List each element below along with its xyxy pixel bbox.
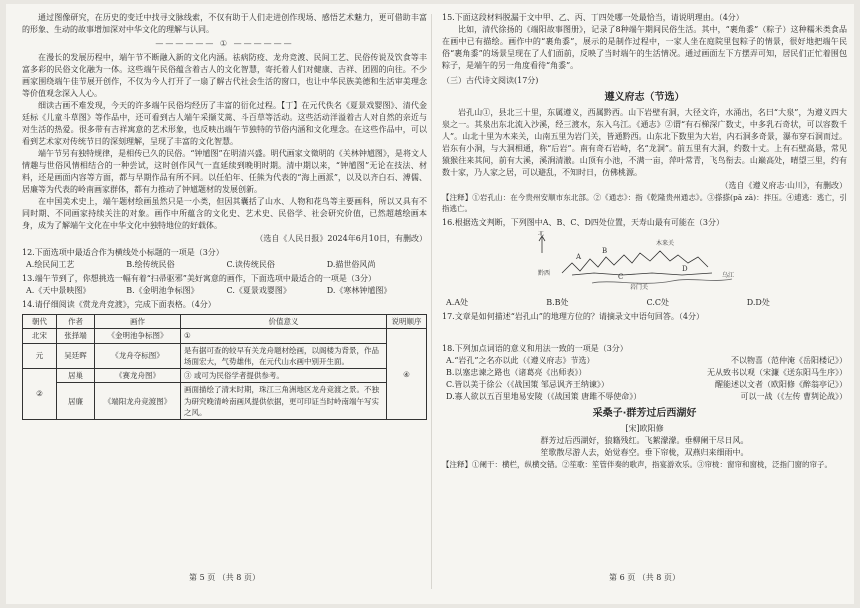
q18-option-b[interactable] (442, 367, 847, 379)
cell-author: 张择端 (57, 329, 95, 343)
map-label-pass1: 木来关 (656, 239, 675, 247)
map-label-north: 北 (538, 230, 545, 237)
question-16-stem: 16.根据选文判断，下列图中A、B、C、D四处位置，天寿山最有可能在（3分） (442, 217, 725, 227)
question-18-stem: 18.下列加点词语的意义和用法一致的一项是（3分） (442, 343, 628, 353)
question-14-stem: 14.请仔细阅读《赏龙舟竞渡》，完成下面表格。（4分） (22, 300, 216, 309)
cell-work: 《端阳龙舟竞渡图》 (95, 383, 181, 420)
q12-option-a[interactable]: A.绘民间工艺 (26, 260, 75, 269)
cell-author: 居廉 (57, 383, 95, 420)
passage-text-1: 岩孔山①，县北三十里，东属遵义，西属黔西。山下岩壁有洞，大径文许，水涌出，名曰“大泉”，为遵义四大泉之一。其泉出东北流入沙溪，经三渡水，东入乌江。《通志》②谓“有石梯深广数丈，中多乳石奇状，可以容数千人”。山北十里为木来关，山南五里为岩门关，皆通黔西。山东北下数里为大岩，内石洞多奇景，瀑布穿石洞而过。岩东有小洞，与大洞相通，称“后岩”。南有奇石岩峙，名“龙洞”。前五里有大洞，约数十丈。上有石壁高悬，常见猿猴往来其间，前有大溪，溪涧清澈。山顶有小池，不满一亩，萍叶常青，飞鸟衔去。山巅高处，晴望三里，约有数十家，乃人家之居，可以避乱，不知时日，仿佛桃源。 (442, 108, 847, 177)
cell-work: 《金明池争标图》 (95, 329, 181, 343)
th-order: 说明顺序 (387, 315, 427, 329)
subtitle-blank: —————— ① —————— (155, 39, 294, 48)
q16-option-a[interactable]: A.A处 (446, 297, 469, 307)
cell-author: 居巢 (57, 369, 95, 383)
q18-option-a[interactable] (442, 355, 847, 367)
poem-author: [宋]欧阳修 (625, 423, 664, 433)
answer-blank-3[interactable]: ③ 或可为民俗学者提供参考。 (181, 369, 387, 383)
q18-a-right: 不以物喜（范仲淹《岳阳楼记》） (731, 355, 847, 365)
q13-option-d[interactable]: D.《寒林钟馗图》 (326, 286, 392, 295)
table-row (23, 369, 427, 383)
q18-d-right: 可以一战（《左传 曹刿论战》） (740, 391, 847, 401)
paragraph-3: 端午节另有独特规律，是相传已久的民俗。“钟馗图”在明清兴盛。明代画家文徵明的《关林钟馗图》，是将文人情趣与世俗风情相结合的一种尝试，这时创作风气一直延续到晚明时期。清中期以来，“钟馗图”无论在技法、材料，还是画面内容等方面，都与早期作品有所不同。以任伯年、任熊为代表的“海上画派”，以及以齐白石、溥儒、居廉等为代表的岭南画家群体，都有力推动了钟馗题材的发展创新。 (22, 149, 427, 194)
table-row (23, 383, 427, 420)
poem-line-1: 群芳过后西湖好，狼籍残红。飞絮濛濛。垂柳阑干尽日风。 (540, 435, 749, 445)
answer-blank-2[interactable]: ② (23, 369, 57, 420)
q18-d-left: D.寡人欲以五百里地易安陵（《战国策 唐雎不辱使命》） (446, 391, 642, 401)
article-source: （选自《人民日报》2024年6月10日，有删改） (255, 234, 427, 243)
page-number: 第 6 页 （共 8 页） (609, 573, 680, 582)
map-label-a: A (576, 252, 582, 261)
q16-option-b[interactable]: B.B处 (546, 297, 569, 307)
q18-a-left: A.“岩孔”之名亦以此（《遵义府志》节选） (446, 355, 595, 365)
cell-value: 是有据可查的较早有关龙舟题材绘画，以阁楼为背景，作品场面宏大，气势雄伟，在元代山水画中别开生面。 (181, 343, 387, 369)
table-row (23, 329, 427, 343)
answer-blank-4[interactable]: ④ (387, 329, 427, 420)
map-label-pass2: 岩门关 (630, 283, 649, 291)
q18-c-right: 醒能述以文者（欧阳修《醉翁亭记》） (715, 379, 847, 389)
passage-title-1: 遵义府志（节选） (604, 92, 685, 103)
map-label-c: C (618, 272, 624, 281)
q18-b-right: 无从致书以观（宋濂《送东阳马生序》） (707, 367, 847, 377)
page-6 (442, 12, 847, 584)
q12-option-d[interactable]: D.描世俗风尚 (326, 260, 376, 269)
question-16 (442, 217, 847, 309)
cell-work: 《龙舟夺标图》 (95, 343, 181, 369)
q18-option-d[interactable] (442, 391, 847, 403)
question-12-stem: 12.下面选项中最适合作为横线处小标题的一项是（3分） (22, 248, 224, 257)
th-value: 价值意义 (181, 315, 387, 329)
map-label-river: 乌江 (722, 271, 735, 279)
paragraph-2: 细读古画不难发现，今天的许多端午民俗均经历了丰富的衍化过程。【丁】在元代佚名《夏景戏婴图》、清代金廷标《儿童斗草图》等作品中，还可看到古人端午采撷艾蒿、斗百草等活动。这些活动洋溢着古人对自然的亲近与对生活的热爱。很多带有吉祥寓意的艺术形象，也反映出端午节独特的节俗内涵和文化理念。在这些作品中，可以看到艺术家对传统节日的深刻理解，呈现了丰富的文化智慧。 (22, 101, 427, 146)
cell-author: 吴廷晖 (57, 343, 95, 369)
q16-option-c[interactable]: C.C处 (646, 297, 669, 307)
passage-notes-1: 【注释】①岩孔山：在今贵州安顺市东北部。②《通志》：指《乾隆贵州通志》。③搽搽(pā zā)：拌压。④逋逃：逃亡，引指逃亡。 (442, 193, 847, 214)
q13-option-a[interactable]: A.《天中景映图》 (26, 286, 91, 295)
q18-c-left: C.皆以美于徐公（《战国策 邹忌讽齐王纳谏》） (446, 379, 609, 389)
poem-title: 采桑子·群芳过后西湖好 (592, 407, 697, 419)
poem-line-2: 笙歌散尽游人去，始觉春空。垂下帘栊，双燕归来细雨中。 (540, 447, 749, 457)
intro-paragraph: 通过图像研究，在历史的变迁中找寻文脉线索，不仅有助于人们走进创作现场、感悟艺术魅力，更可借助丰富的形象、生动的故事增加深对中华文化的理解与认同。 (22, 13, 427, 34)
q13-option-c[interactable]: C.《夏景戏婴图》 (226, 286, 291, 295)
poem-notes: 【注释】①阑干：横栏，纵横交错。②笙歌：笙管伴奏的歌声，指宴游欢乐。③帘栊：窗帘和窗栊，泛指门窗的帘子。 (442, 459, 832, 469)
cell-work: 《赛龙舟图》 (95, 369, 181, 383)
section-heading: （三）古代诗文阅读(17分) (442, 76, 539, 85)
q16-map-diagram (532, 231, 752, 291)
q16-option-d[interactable]: D.D处 (746, 297, 770, 307)
paragraph-4: 在中国美术史上，端午题材绘画虽然只是一小类，但因其囊括了山水、人物和花鸟等主要画科，所以又具有不同时期、不同画家持续关注的对象。画作中所蕴含的文化史、艺术史、民俗学、社会研究价值，已然超越绘画本身，成为了解端午文化在中华文化中独特地位的好载体。 (22, 197, 427, 230)
page-5 (22, 12, 427, 584)
map-label-county: 黔西 (538, 269, 551, 277)
question-12 (22, 247, 427, 271)
paragraph-1: 在漫长的发展历程中，端午节不断融入新的文化内涵。祛病防疫、龙舟竞渡、民间工艺、民俗传说及饮食等丰富多彩的民俗文化融为一体。这些端午民俗蕴含着古人的文化智慧，寄托着人们对健康、吉祥、团圆的向往。不少画家围绕端午佳节展开创作，不仅为今人打开了一扇了解古代社会生活的窗口，也让中华民族美德和生活审美理念等价值观念深入人心。 (22, 53, 427, 98)
question-13 (22, 273, 427, 297)
th-dynasty: 朝代 (23, 315, 57, 329)
table-row (23, 343, 427, 369)
q13-option-b[interactable]: B.《金明池争标图》 (126, 286, 199, 295)
question-14 (22, 299, 427, 420)
q14-table (22, 314, 427, 420)
q17-answer-space[interactable] (442, 323, 847, 341)
q12-option-b[interactable]: B.绘传统民俗 (126, 260, 175, 269)
question-15-stem: 15.下面这段材料脱漏于文中甲、乙、丙、丁四处哪一处最恰当，请说明理由。（4分） (442, 13, 744, 22)
q18-b-left: B.以塞忠谏之路也（诸葛亮《出师表》） (446, 367, 587, 377)
cell-value: 画面描绘了清末时期，珠江三角洲地区龙舟竞渡之景。不独为研究晚清岭南画风提供依据，更可印证当时岭南端午写实之风。 (181, 383, 387, 420)
passage-source-1: （选自《遵义府志·山川》，有删改） (720, 181, 847, 190)
question-17: 17.文章是如何描述“岩孔山”的地理方位的？请摘录文中语句回答。（4分） (442, 311, 704, 321)
answer-blank-1[interactable]: ① (181, 329, 387, 343)
th-author: 作者 (57, 315, 95, 329)
question-13-stem: 13.端午节到了，你想挑选一幅有着“扫帚驱邪”美好寓意的画作，下面选项中最适合的一项是（3分） (22, 274, 376, 283)
page-divider (431, 14, 432, 589)
exam-sheet (6, 4, 854, 604)
map-label-b: B (602, 246, 608, 255)
th-work: 画作 (95, 315, 181, 329)
q12-option-c[interactable]: C.读传统民俗 (226, 260, 275, 269)
page-number: 第 5 页 （共 8 页） (189, 573, 260, 582)
q15-material: 比如，清代徐扬的《端阳故事图册》，记录了8种端午期间民俗生活。其中，“裹角黍”（粽子）这种糯米类食品在画中已有描绘。画作中的“裹角黍”，展示的是制作过程中，一家人坐在庭院里包粽子的情景，很好地把端午民俗“裹角黍”的场景呈现在了人们面前，反映了当时端午的生活情况。通过画面左下方摆弄可知，居民们正忙着围包粽子，是端午的另一角度看待“角黍”。 (442, 25, 847, 70)
q18-option-c[interactable] (442, 379, 847, 391)
question-18 (442, 343, 847, 403)
cell-dynasty: 北宋 (23, 329, 57, 343)
map-label-d: D (682, 264, 688, 273)
cell-dynasty: 元 (23, 343, 57, 369)
